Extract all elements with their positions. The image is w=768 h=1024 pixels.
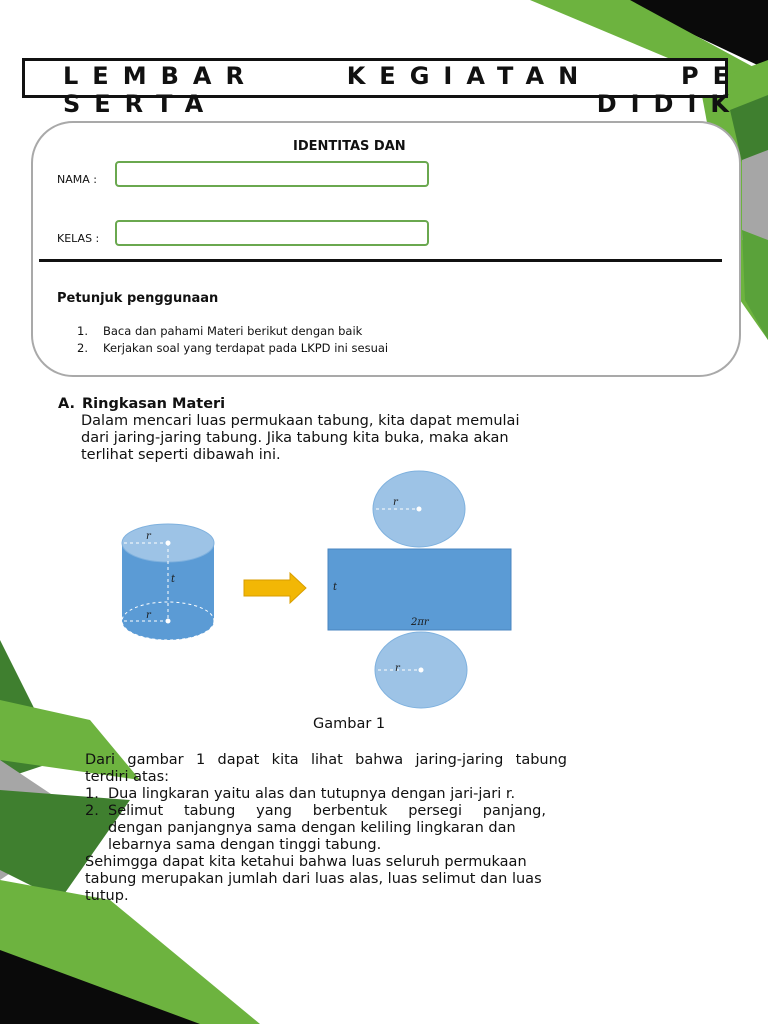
identity-panel xyxy=(31,121,741,377)
section-divider xyxy=(39,259,722,262)
class-label: KELAS : xyxy=(57,232,100,245)
net-r-bottom-label: r xyxy=(395,663,400,674)
explanation-text: Dari gambar 1 dapat kita lihat bahwa jaring-jaring tabung terdiri atas: 1. Dua lingkaran yaitu alas dan tutupnya dengan jari-jari r. 2. Selimut tabung yang berbentuk persegi panjang, dengan panjangnya sama dengan keliling lingkaran dan lebarnya sama dengan tinggi tabung. Sehimgga dapat kita ketahui bahwa luas seluruh permukaan tabung merupakan jumlah dari luas alas, luas selimut dan luas tutup. xyxy=(85,752,567,904)
instructions-list xyxy=(77,323,388,357)
name-field[interactable] xyxy=(115,161,429,187)
list-item: 2. Selimut tabung yang berbentuk persegi panjang, dengan panjangnya sama dengan keliling lingkaran dan lebarnya sama dengan tinggi tabung. xyxy=(85,803,546,853)
cylinder-illustration xyxy=(122,524,214,640)
identity-title: IDENTITAS DAN xyxy=(293,139,406,154)
intro-paragraph: Dalam mencari luas permukaan tabung, kita dapat memulai dari jaring-jaring tabung. Jika tabung kita buka, maka akan terlihat seperti dibawah ini. xyxy=(81,413,520,463)
list-item: 1. Baca dan pahami Materi berikut dengan baik xyxy=(77,324,363,338)
instructions-heading: Petunjuk penggunaan xyxy=(57,291,219,306)
name-label: NAMA : xyxy=(57,173,97,186)
list-item: 2. Kerjakan soal yang terdapat pada LKPD ini sesuai xyxy=(77,341,389,355)
page-title: LEMBAR KEGIATAN PE SERTA DIDIK xyxy=(63,62,743,118)
section-heading: A. Ringkasan Materi xyxy=(58,396,226,412)
deco-green-right-low xyxy=(742,230,768,340)
net-illustration xyxy=(328,471,511,708)
figure-caption: Gambar 1 xyxy=(313,716,386,732)
arrow-icon xyxy=(244,573,306,603)
net-t-label: t xyxy=(333,582,338,593)
cyl-r-top-label: r xyxy=(146,531,151,542)
list-item: 1. Dua lingkaran yaitu alas dan tutupnya dengan jari-jari r. xyxy=(85,786,516,802)
net-r-top-label: r xyxy=(393,497,398,508)
net-width-label: 2πr xyxy=(411,617,429,628)
cylinder-net-figure xyxy=(100,465,540,715)
title-banner xyxy=(22,58,743,118)
class-field[interactable] xyxy=(115,220,429,246)
cyl-r-bottom-label: r xyxy=(146,610,151,621)
cyl-t-label: t xyxy=(171,574,176,585)
